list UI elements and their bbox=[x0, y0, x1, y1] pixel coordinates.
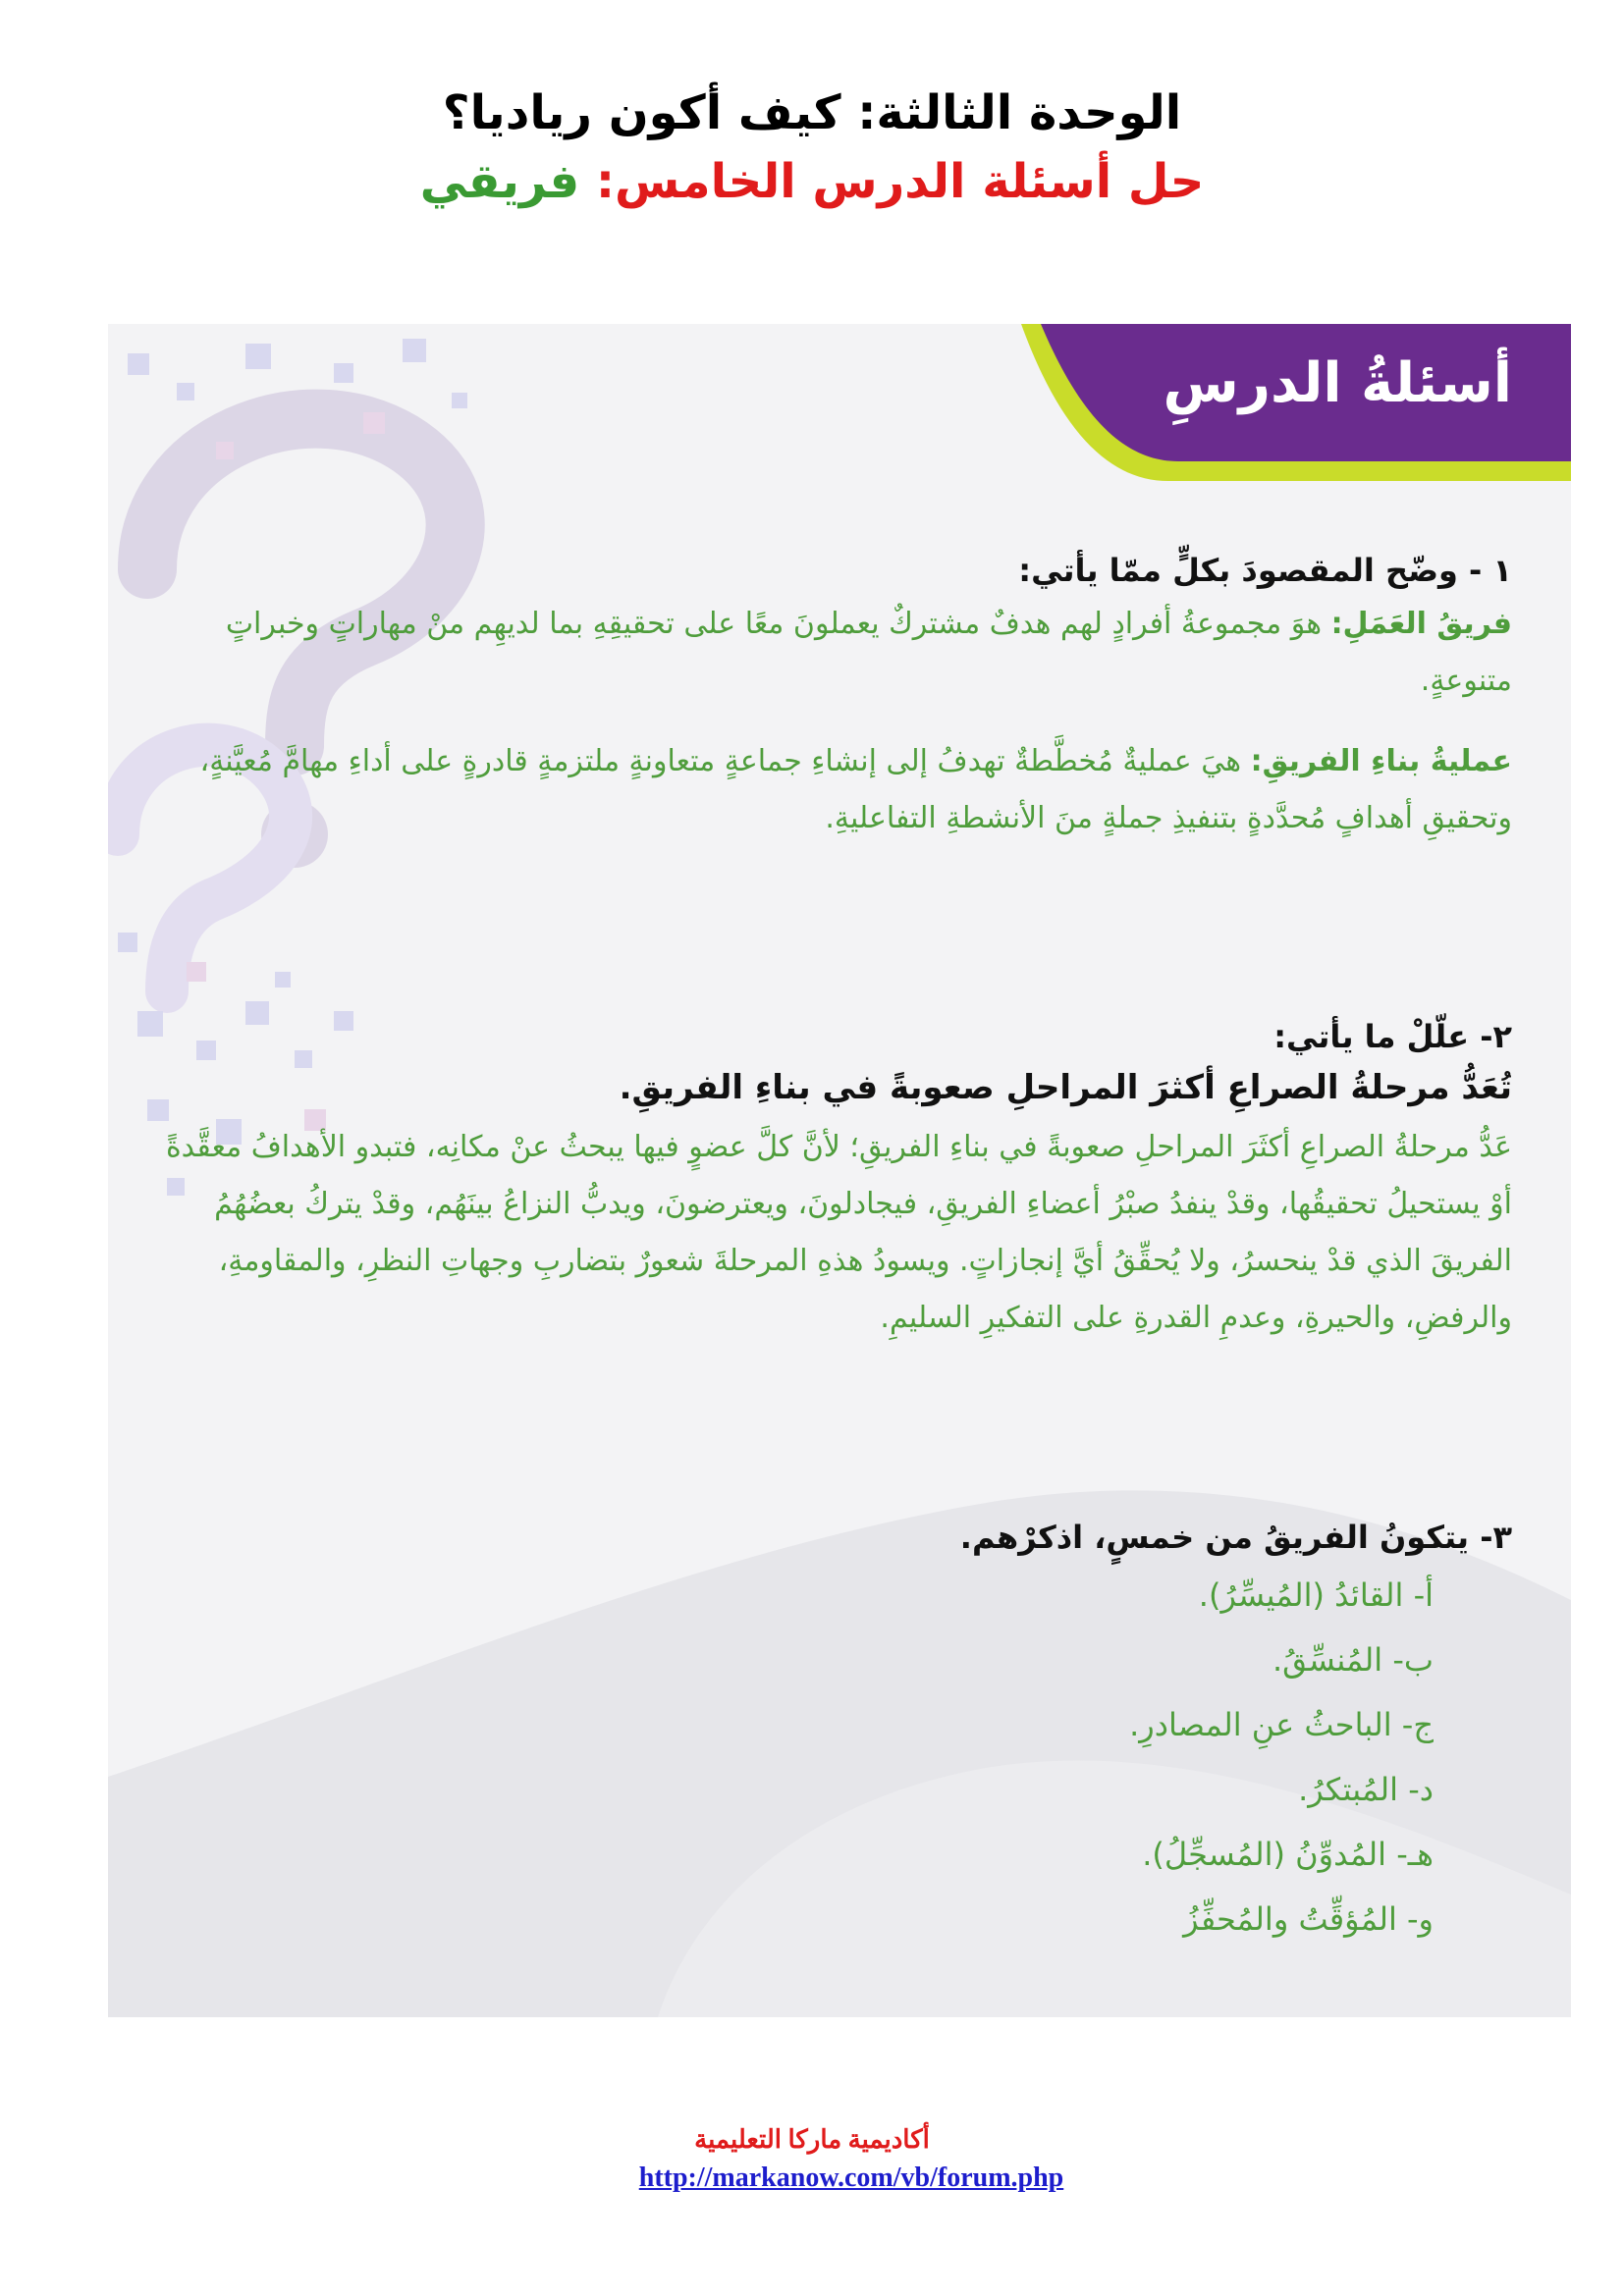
lesson-prefix: حل أسئلة الدرس الخامس: bbox=[595, 154, 1205, 209]
question-3 bbox=[157, 1512, 1512, 1951]
answer-1-term: فريقُ العَمَلِ: bbox=[1330, 607, 1512, 641]
question-2-title: ٢- علّلْ ما يأتي: bbox=[1273, 1018, 1512, 1055]
list-item: هـ- المُدوِّنُ (المُسجِّلُ). bbox=[1142, 1836, 1434, 1873]
lesson-topic: فريقي bbox=[419, 154, 580, 209]
lesson-questions-panel bbox=[108, 324, 1571, 2017]
question-1-title: ١ - وضّح المقصودَ بكلٍّ ممّا يأتي: bbox=[1018, 552, 1512, 589]
answer-2-term: عمليةُ بناءِ الفريقِ: bbox=[1250, 744, 1512, 778]
list-item: أ- القائدُ (المُيسِّرُ). bbox=[1198, 1576, 1434, 1614]
team-roles-list bbox=[157, 1563, 1512, 1951]
unit-title: الوحدة الثالثة: كيف أكون رياديا؟ bbox=[442, 85, 1182, 140]
lesson-title bbox=[0, 147, 1624, 216]
question-1 bbox=[157, 545, 1512, 847]
question-3-title: ٣- يتكونُ الفريقُ من خمسٍ، اذكرْهم. bbox=[959, 1519, 1512, 1556]
question-2 bbox=[157, 1011, 1512, 1347]
academy-name: أكاديمية ماركا التعليمية bbox=[694, 2125, 930, 2154]
list-item: و- المُؤقِّتُ والمُحفِّزُ bbox=[1183, 1900, 1434, 1938]
list-item: د- المُبتكرُ. bbox=[1298, 1771, 1434, 1808]
question-1-answer-2 bbox=[157, 733, 1512, 847]
question-1-answer-1 bbox=[157, 596, 1512, 710]
page-header bbox=[0, 79, 1624, 216]
list-item: ب- المُنسِّقُ. bbox=[1272, 1641, 1434, 1679]
answer-2-text: هيَ عمليةٌ مُخطَّطةٌ تهدفُ إلى إنشاءِ جماعةٍ متعاونةٍ ملتزمةٍ قادرةٍ على أداءِ مهامَّ مُعيَّنةٍ، وتحقيقِ أهدافٍ مُحدَّدةٍ بتنفيذِ جملةٍ منَ الأنشطةِ التفاعليةِ. bbox=[199, 744, 1512, 835]
page-footer bbox=[0, 2125, 1624, 2194]
question-2-answer: عَدُّ مرحلةُ الصراعِ أكثَرَ المراحلِ صعوبةً في بناءِ الفريقِ؛ لأنَّ كلَّ عضوٍ فيها يبحثُ عنْ مكانِه، فتبدو الأهدافُ معقَّدةً أوْ يستحيلُ تحقيقُها، وقدْ ينفدُ صبْرُ أعضاءِ الفريقِ، فيجادلونَ، ويعترضونَ، ويدبُّ النزاعُ بينَهُم، وقدْ يتركُ بعضُهُمُ الفريقَ الذي قدْ ينحسرُ، ولا يُحقِّقُ أيَّ إنجازاتٍ. ويسودُ هذهِ المرحلةَ شعورٌ بتضاربِ وجهاتِ النظرِ، والمقاومةِ، والرفضِ، والحيرةِ، وعدمِ القدرةِ على التفكيرِ السليمِ. bbox=[165, 1130, 1512, 1335]
question-2-subtitle: تُعَدُّ مرحلةُ الصراعِ أكثرَ المراحلِ صعوبةً في بناءِ الفريقِ. bbox=[619, 1068, 1512, 1107]
list-item: ج- الباحثُ عنِ المصادرِ. bbox=[1129, 1706, 1434, 1743]
forum-link[interactable]: http://markanow.com/vb/forum.php bbox=[638, 2163, 1064, 2193]
answer-1-text: هوَ مجموعةُ أفرادٍ لهم هدفٌ مشتركٌ يعملونَ معًا على تحقيقِهِ بما لديهِم منْ مهاراتٍ وخبراتٍ متنوعةٍ. bbox=[225, 607, 1512, 698]
lesson-badge-title: أسئلةُ الدرسِ bbox=[1163, 351, 1512, 415]
